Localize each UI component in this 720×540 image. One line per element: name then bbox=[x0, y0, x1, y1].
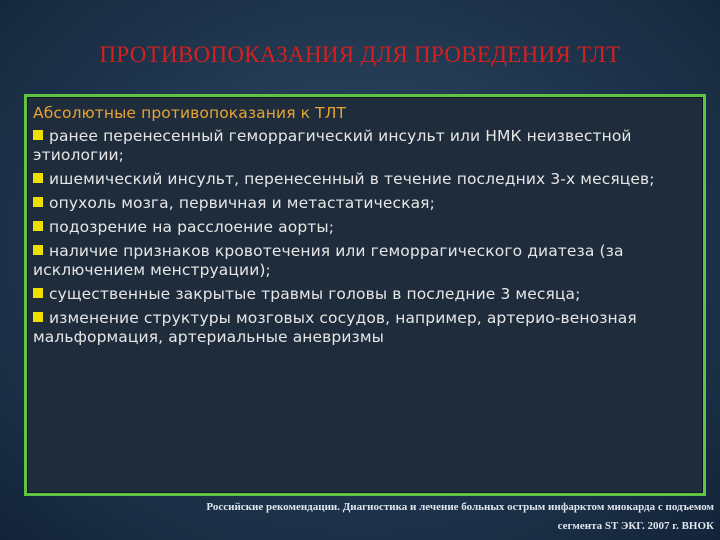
list-item-text: подозрение на расслоение аорты; bbox=[49, 218, 335, 236]
list-item bbox=[33, 309, 713, 347]
list-subtitle: Абсолютные противопоказания к ТЛТ bbox=[33, 104, 347, 122]
list-item bbox=[33, 285, 713, 304]
list-item bbox=[33, 194, 713, 213]
square-bullet-icon bbox=[33, 221, 43, 231]
square-bullet-icon bbox=[33, 312, 43, 322]
square-bullet-icon bbox=[33, 288, 43, 298]
square-bullet-icon bbox=[33, 130, 43, 140]
slide-title: ПРОТИВОПОКАЗАНИЯ ДЛЯ ПРОВЕДЕНИЯ ТЛТ bbox=[99, 42, 621, 67]
list-item-text: наличие признаков кровотечения или геморрагического диатеза (за исключением менструации); bbox=[33, 242, 624, 279]
square-bullet-icon bbox=[33, 173, 43, 183]
list-item bbox=[33, 242, 713, 280]
list-item-text: ранее перенесенный геморрагический инсульт или НМК неизвестной этиологии; bbox=[33, 127, 632, 164]
contraindications-list bbox=[33, 104, 713, 352]
list-item bbox=[33, 127, 713, 165]
source-footnote bbox=[40, 498, 714, 536]
list-item-text: изменение структуры мозговых сосудов, например, артерио-венозная мальформация, артериальные аневризмы bbox=[33, 309, 637, 346]
list-item-text: ишемический инсульт, перенесенный в течение последних 3-х месяцев; bbox=[49, 170, 655, 188]
footnote-line-1: Российские рекомендации. Диагностика и лечение больных острым инфарктом миокарда с подъемом bbox=[206, 501, 714, 513]
list-item bbox=[33, 218, 713, 237]
list-item-text: опухоль мозга, первичная и метастатическая; bbox=[49, 194, 435, 212]
footnote-line-2: сегмента ST ЭКГ. 2007 г. ВНОК bbox=[557, 520, 714, 532]
list-item bbox=[33, 170, 713, 189]
square-bullet-icon bbox=[33, 197, 43, 207]
square-bullet-icon bbox=[33, 245, 43, 255]
list-item-text: существенные закрытые травмы головы в последние 3 месяца; bbox=[49, 285, 581, 303]
